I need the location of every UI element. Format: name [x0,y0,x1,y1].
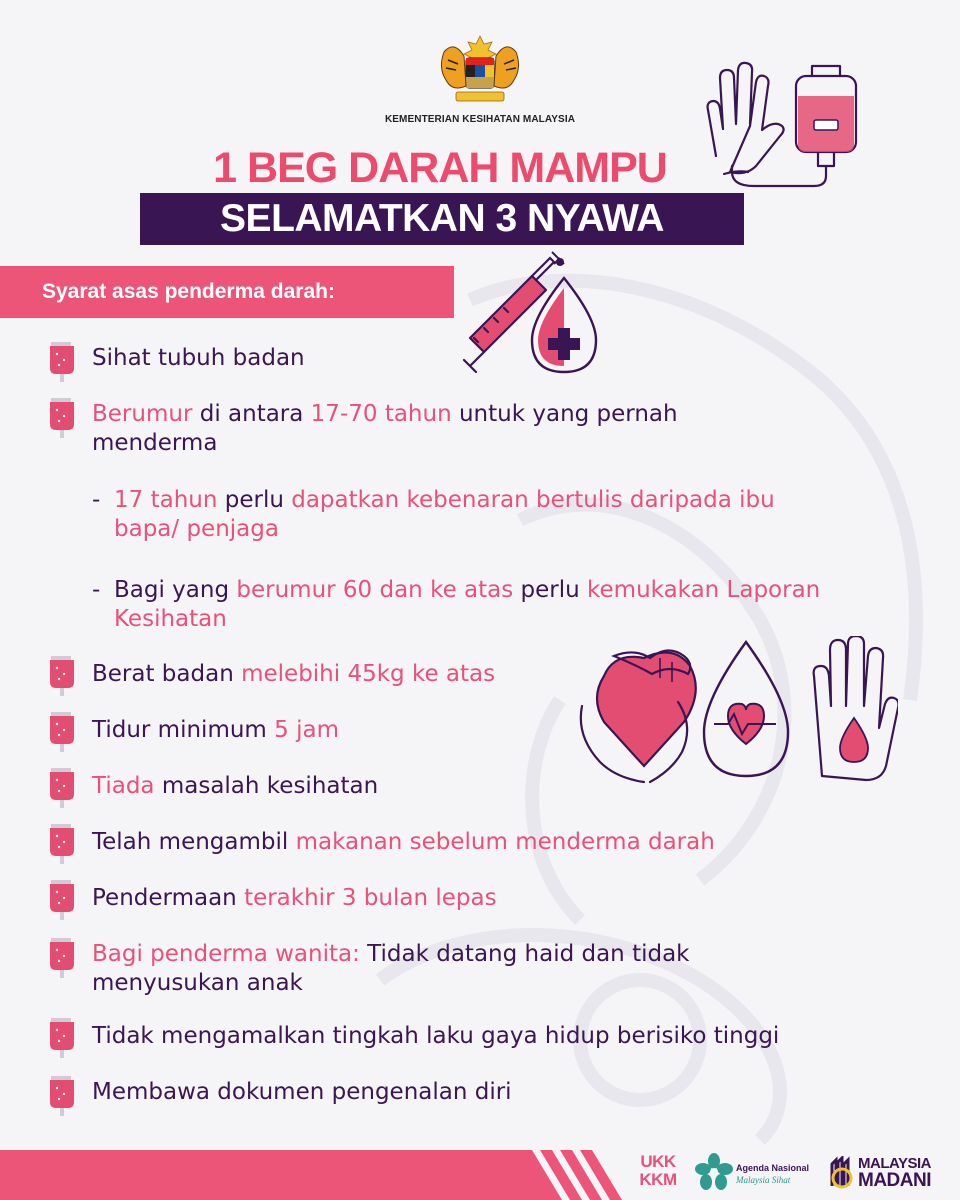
item-text-highlight: makanan sebelum menderma darah [295,829,715,855]
list-bag-icon [48,398,76,440]
item-text: Tidak datang haid dan tidak [359,941,690,967]
sub-requirement-item [92,576,932,634]
list-bag-icon [48,768,76,810]
item-text: Telah mengambil [92,829,296,855]
agenda-title: Agenda Nasional [736,1163,810,1173]
requirement-item [92,344,932,373]
madani-subtitle: MADANI [858,1170,931,1191]
requirement-item [92,1078,932,1107]
list-bag-icon [48,1018,76,1060]
list-bag-icon [48,342,76,384]
title-line-2: SELAMATKAN 3 NYAWA [140,193,744,245]
requirements-heading: Syarat asas penderma darah: [0,266,454,318]
donor-illustrations [574,636,898,786]
ukk-text: UKK [640,1152,676,1171]
ministry-name: KEMENTERIAN KESIHATAN MALAYSIA [384,114,576,125]
list-bag-icon [48,880,76,922]
glove-hand-icon [708,63,784,173]
jata-negara-crest-icon [432,32,528,108]
heart-fist-icon [581,650,696,782]
item-text-highlight: kemukakan Laporan [587,577,821,603]
list-bag-icon [48,712,76,754]
hibiscus-icon [694,1152,734,1192]
list-bag-icon [48,824,76,866]
madani-emblem-icon [828,1156,856,1190]
requirement-item [92,884,932,913]
madani-title: MALAYSIA [858,1155,931,1172]
item-text: perlu [513,577,588,603]
sub-requirement-item [92,486,932,544]
item-text: Berat badan [92,661,242,687]
agenda-subtitle: Malaysia Sihat [736,1175,791,1185]
item-text: di antara [192,401,311,427]
hand-drop-icon [814,636,898,780]
item-text: Pendermaan [92,885,245,911]
item-text-highlight: bapa/ penjaga [114,516,279,542]
heart-drop-icon [704,642,788,776]
requirement-item [92,940,932,998]
list-bag-icon [48,1076,76,1118]
item-text: untuk yang pernah [451,401,678,427]
item-text: perlu [217,487,292,513]
item-text-highlight: Tiada [92,773,155,799]
requirement-item [92,828,932,857]
kkm-text: KKM [639,1170,677,1189]
item-text-highlight: terakhir 3 bulan lepas [244,885,497,911]
glove-blood-bag-illustration [694,58,870,194]
item-text: Membawa dokumen pengenalan diri [92,1079,512,1105]
item-text-line2: menderma [92,430,218,456]
agenda-nasional-logo [694,1150,822,1194]
item-text: Bagi yang [114,577,237,603]
item-text-highlight: berumur 60 dan ke atas [236,577,514,603]
item-text-highlight: dapatkan kebenaran bertulis daripada ibu [291,487,775,513]
item-text-highlight: Berumur [92,401,193,427]
item-text-highlight: melebihi 45kg ke atas [241,661,496,687]
sub-item-dash: - [92,487,101,513]
item-text-highlight: 5 jam [274,717,339,743]
title-line-1: 1 BEG DARAH MAMPU [213,144,667,192]
item-text-highlight: 17-70 tahun [310,401,452,427]
item-text: Sihat tubuh badan [92,345,305,371]
requirement-item [92,1022,932,1051]
sub-item-dash: - [92,577,101,603]
item-text: masalah kesihatan [154,773,379,799]
requirement-item [92,400,932,458]
item-text-highlight: Kesihatan [114,606,227,632]
malaysia-madani-logo [828,1150,952,1194]
item-text-line2: menyusukan anak [92,970,303,996]
item-text: Tidak mengamalkan tingkah laku gaya hidup berisiko tinggi [92,1023,780,1049]
list-bag-icon [48,938,76,980]
item-text-highlight: Bagi penderma wanita: [92,941,360,967]
item-text-highlight: 17 tahun [114,487,218,513]
ukk-kkm-logo [636,1153,680,1193]
item-text: Tidur minimum [92,717,275,743]
list-bag-icon [48,656,76,698]
